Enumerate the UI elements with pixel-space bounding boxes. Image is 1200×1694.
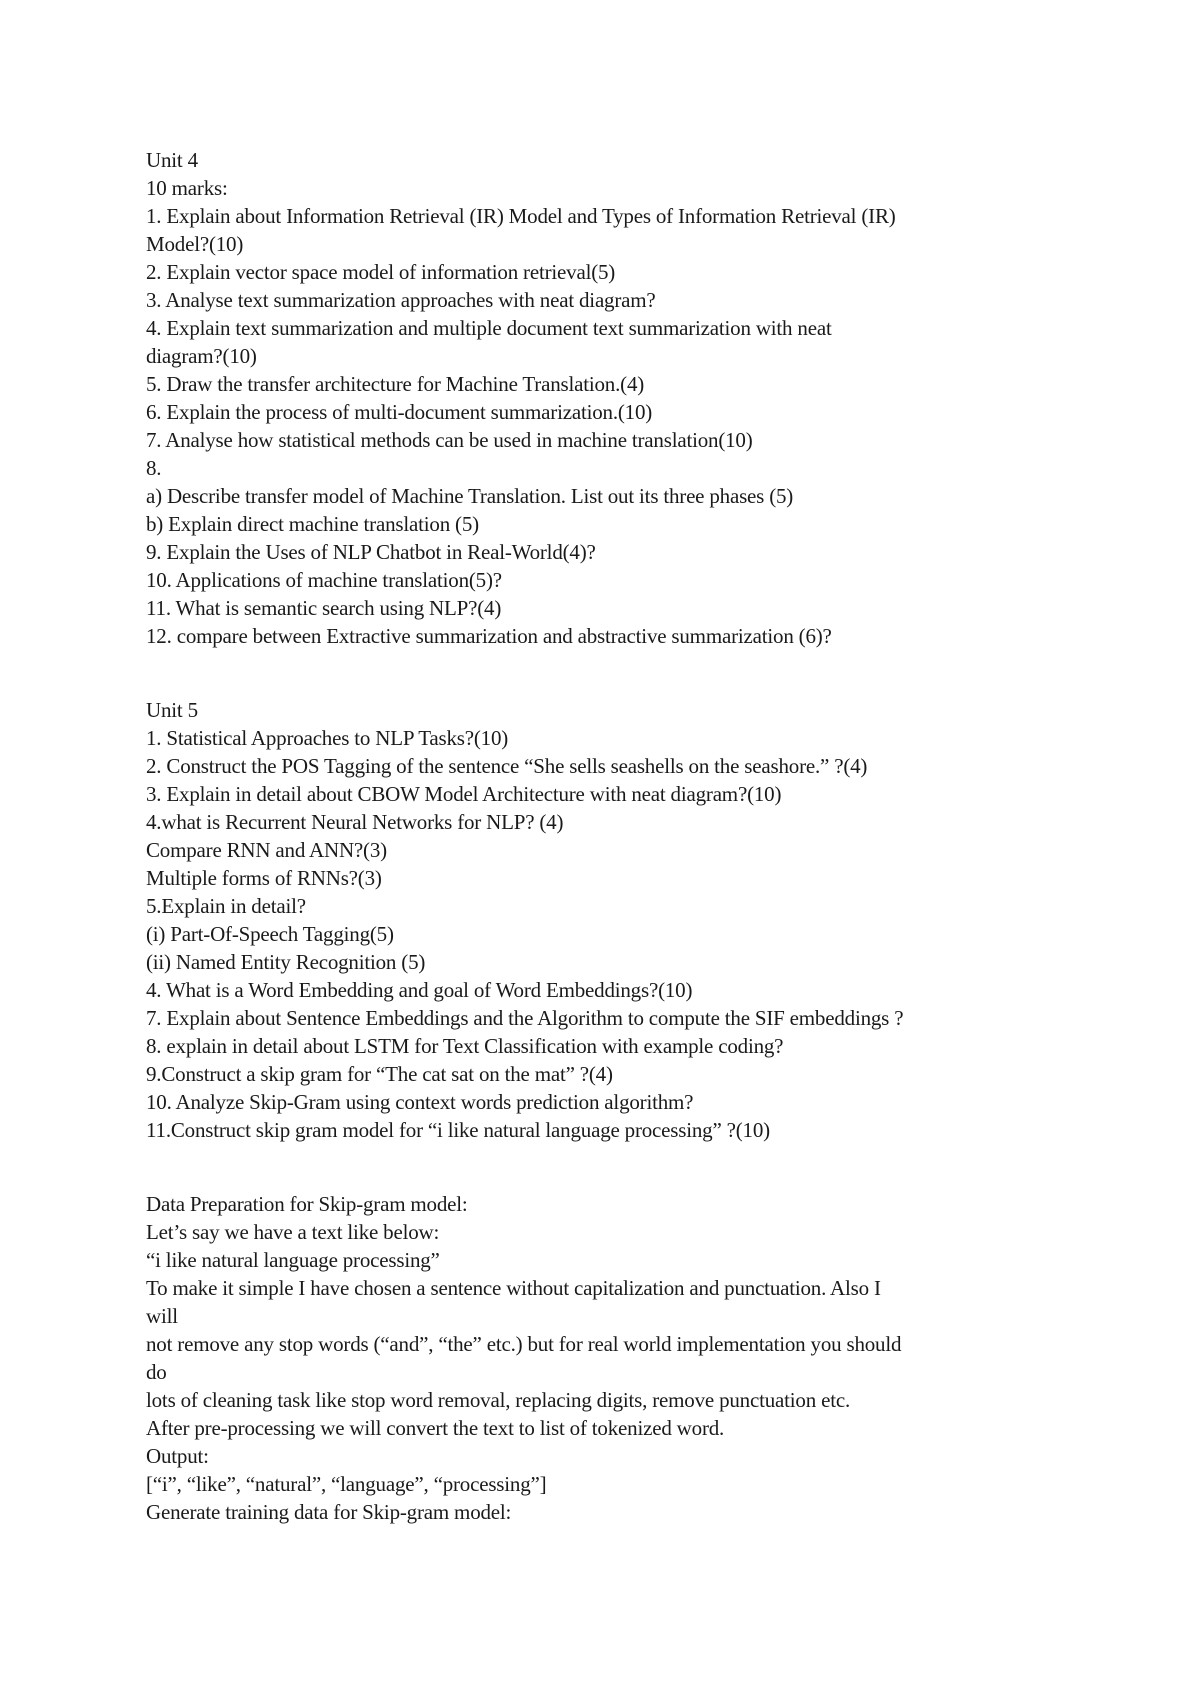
question-line: 4. What is a Word Embedding and goal of Word Embeddings?(10) <box>146 978 693 1002</box>
notes-line: not remove any stop words (“and”, “the” etc.) but for real world implementation you should <box>146 1332 902 1356</box>
question-line: 4. Explain text summarization and multiple document text summarization with neat <box>146 316 832 340</box>
question-line: 10. Analyze Skip-Gram using context words prediction algorithm? <box>146 1090 694 1114</box>
question-line: 8. <box>146 456 162 480</box>
question-line: 2. Explain vector space model of information retrieval(5) <box>146 260 616 284</box>
question-line: 3. Analyse text summarization approaches with neat diagram? <box>146 288 656 312</box>
question-line: (ii) Named Entity Recognition (5) <box>146 950 426 974</box>
notes-heading: Data Preparation for Skip-gram model: <box>146 1192 468 1216</box>
question-line: 7. Analyse how statistical methods can be used in machine translation(10) <box>146 428 753 452</box>
notes-line: Output: <box>146 1444 209 1468</box>
question-line: 9.Construct a skip gram for “The cat sat on the mat” ?(4) <box>146 1062 613 1086</box>
question-line: Multiple forms of RNNs?(3) <box>146 866 382 890</box>
question-line: 5. Draw the transfer architecture for Machine Translation.(4) <box>146 372 645 396</box>
marks-label: 10 marks: <box>146 176 228 200</box>
question-line: diagram?(10) <box>146 344 257 368</box>
notes-line: “i like natural language processing” <box>146 1248 440 1272</box>
question-line: (i) Part-Of-Speech Tagging(5) <box>146 922 394 946</box>
question-line: 3. Explain in detail about CBOW Model Architecture with neat diagram?(10) <box>146 782 782 806</box>
question-line: 5.Explain in detail? <box>146 894 306 918</box>
unit-4-section <box>146 146 1066 650</box>
notes-line: [“i”, “like”, “natural”, “language”, “processing”] <box>146 1472 547 1496</box>
question-line: 2. Construct the POS Tagging of the sentence “She sells seashells on the seashore.” ?(4) <box>146 754 868 778</box>
question-line: 9. Explain the Uses of NLP Chatbot in Real-World(4)? <box>146 540 596 564</box>
notes-line: After pre-processing we will convert the text to list of tokenized word. <box>146 1416 725 1440</box>
unit-4-heading: Unit 4 <box>146 148 198 172</box>
question-line: 1. Explain about Information Retrieval (IR) Model and Types of Information Retrieval (IR) <box>146 204 896 228</box>
question-line: Compare RNN and ANN?(3) <box>146 838 387 862</box>
notes-line: will <box>146 1304 178 1328</box>
unit-5-section <box>146 696 1066 1144</box>
notes-line: To make it simple I have chosen a sentence without capitalization and punctuation. Also I <box>146 1276 881 1300</box>
question-line: a) Describe transfer model of Machine Translation. List out its three phases (5) <box>146 484 794 508</box>
notes-line: do <box>146 1360 167 1384</box>
notes-line: Generate training data for Skip-gram model: <box>146 1500 512 1524</box>
question-line: b) Explain direct machine translation (5) <box>146 512 479 536</box>
question-line: 10. Applications of machine translation(5)? <box>146 568 502 592</box>
notes-line: Let’s say we have a text like below: <box>146 1220 440 1244</box>
question-line: 4.what is Recurrent Neural Networks for NLP? (4) <box>146 810 564 834</box>
question-line: 11.Construct skip gram model for “i like natural language processing” ?(10) <box>146 1118 770 1142</box>
question-line: 11. What is semantic search using NLP?(4) <box>146 596 502 620</box>
skip-gram-notes-section <box>146 1190 1066 1526</box>
question-line: 7. Explain about Sentence Embeddings and the Algorithm to compute the SIF embeddings ? <box>146 1006 904 1030</box>
question-line: Model?(10) <box>146 232 244 256</box>
question-line: 12. compare between Extractive summarization and abstractive summarization (6)? <box>146 624 832 648</box>
unit-5-heading: Unit 5 <box>146 698 198 722</box>
notes-line: lots of cleaning task like stop word removal, replacing digits, remove punctuation etc. <box>146 1388 850 1412</box>
question-line: 6. Explain the process of multi-document summarization.(10) <box>146 400 653 424</box>
question-line: 8. explain in detail about LSTM for Text Classification with example coding? <box>146 1034 784 1058</box>
question-line: 1. Statistical Approaches to NLP Tasks?(10) <box>146 726 509 750</box>
